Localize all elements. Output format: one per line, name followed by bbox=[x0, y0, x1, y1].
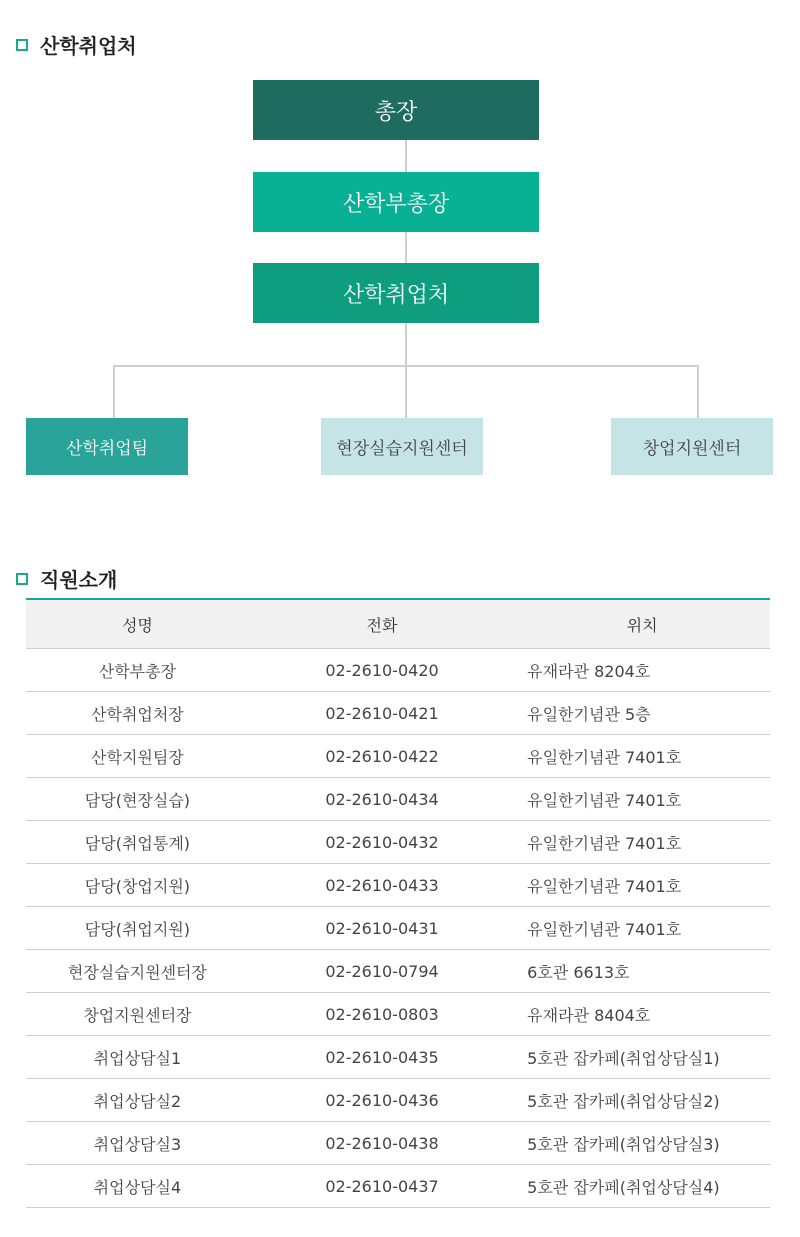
table-row bbox=[26, 1036, 770, 1079]
staff-name: 취업상담실2 bbox=[26, 1079, 249, 1122]
staff-location: 유일한기념관 5층 bbox=[515, 692, 770, 735]
table-row bbox=[26, 993, 770, 1036]
staff-phone: 02-2610-0420 bbox=[249, 649, 515, 692]
table-row bbox=[26, 692, 770, 735]
org-node-vice-president: 산학부총장 bbox=[253, 172, 539, 232]
staff-location: 유일한기념관 7401호 bbox=[515, 735, 770, 778]
staff-location: 유일한기념관 7401호 bbox=[515, 821, 770, 864]
staff-name: 산학부총장 bbox=[26, 649, 249, 692]
org-node-president: 총장 bbox=[253, 80, 539, 140]
table-row bbox=[26, 864, 770, 907]
staff-name: 담당(창업지원) bbox=[26, 864, 249, 907]
staff-phone: 02-2610-0436 bbox=[249, 1079, 515, 1122]
staff-table bbox=[26, 598, 770, 1208]
staff-phone: 02-2610-0431 bbox=[249, 907, 515, 950]
staff-phone: 02-2610-0437 bbox=[249, 1165, 515, 1208]
square-bullet-icon bbox=[16, 573, 28, 585]
table-row bbox=[26, 950, 770, 993]
staff-phone: 02-2610-0803 bbox=[249, 993, 515, 1036]
staff-phone: 02-2610-0432 bbox=[249, 821, 515, 864]
staff-phone: 02-2610-0421 bbox=[249, 692, 515, 735]
org-section-title-text: 산학취업처 bbox=[40, 34, 137, 58]
staff-location: 5호관 잡카페(취업상담실2) bbox=[515, 1079, 770, 1122]
org-node-team-3: 창업지원센터 bbox=[611, 418, 773, 475]
org-node-team-1: 산학취업팀 bbox=[26, 418, 188, 475]
staff-name: 창업지원센터장 bbox=[26, 993, 249, 1036]
staff-phone: 02-2610-0794 bbox=[249, 950, 515, 993]
staff-phone: 02-2610-0435 bbox=[249, 1036, 515, 1079]
staff-location: 유재라관 8404호 bbox=[515, 993, 770, 1036]
staff-name: 담당(취업통계) bbox=[26, 821, 249, 864]
table-row bbox=[26, 778, 770, 821]
org-node-office: 산학취업처 bbox=[253, 263, 539, 323]
staff-name: 산학취업처장 bbox=[26, 692, 249, 735]
column-header-phone: 전화 bbox=[249, 599, 515, 649]
staff-name: 담당(현장실습) bbox=[26, 778, 249, 821]
table-row bbox=[26, 1079, 770, 1122]
column-header-name: 성명 bbox=[26, 599, 249, 649]
staff-section-title-text: 직원소개 bbox=[40, 568, 118, 592]
table-header-row bbox=[26, 599, 770, 649]
table-row bbox=[26, 735, 770, 778]
staff-location: 5호관 잡카페(취업상담실3) bbox=[515, 1122, 770, 1165]
staff-location: 유일한기념관 7401호 bbox=[515, 907, 770, 950]
table-row bbox=[26, 1122, 770, 1165]
staff-phone: 02-2610-0433 bbox=[249, 864, 515, 907]
connector-line bbox=[405, 365, 407, 418]
staff-location: 5호관 잡카페(취업상담실4) bbox=[515, 1165, 770, 1208]
staff-name: 산학지원팀장 bbox=[26, 735, 249, 778]
table-row bbox=[26, 1165, 770, 1208]
org-node-team-2: 현장실습지원센터 bbox=[321, 418, 483, 475]
staff-name: 취업상담실4 bbox=[26, 1165, 249, 1208]
connector-line bbox=[697, 365, 699, 418]
staff-location: 유일한기념관 7401호 bbox=[515, 778, 770, 821]
staff-phone: 02-2610-0434 bbox=[249, 778, 515, 821]
org-chart bbox=[0, 0, 800, 500]
staff-name: 담당(취업지원) bbox=[26, 907, 249, 950]
table-row bbox=[26, 649, 770, 692]
staff-phone: 02-2610-0422 bbox=[249, 735, 515, 778]
staff-location: 6호관 6613호 bbox=[515, 950, 770, 993]
connector-line bbox=[405, 140, 407, 172]
table-row bbox=[26, 821, 770, 864]
staff-location: 5호관 잡카페(취업상담실1) bbox=[515, 1036, 770, 1079]
connector-line bbox=[113, 365, 115, 418]
staff-location: 유일한기념관 7401호 bbox=[515, 864, 770, 907]
staff-section-title bbox=[16, 564, 117, 593]
table-row bbox=[26, 907, 770, 950]
staff-name: 취업상담실3 bbox=[26, 1122, 249, 1165]
connector-line bbox=[405, 323, 407, 366]
staff-name: 취업상담실1 bbox=[26, 1036, 249, 1079]
staff-phone: 02-2610-0438 bbox=[249, 1122, 515, 1165]
staff-name: 현장실습지원센터장 bbox=[26, 950, 249, 993]
column-header-location: 위치 bbox=[515, 599, 770, 649]
connector-line bbox=[405, 232, 407, 263]
staff-location: 유재라관 8204호 bbox=[515, 649, 770, 692]
